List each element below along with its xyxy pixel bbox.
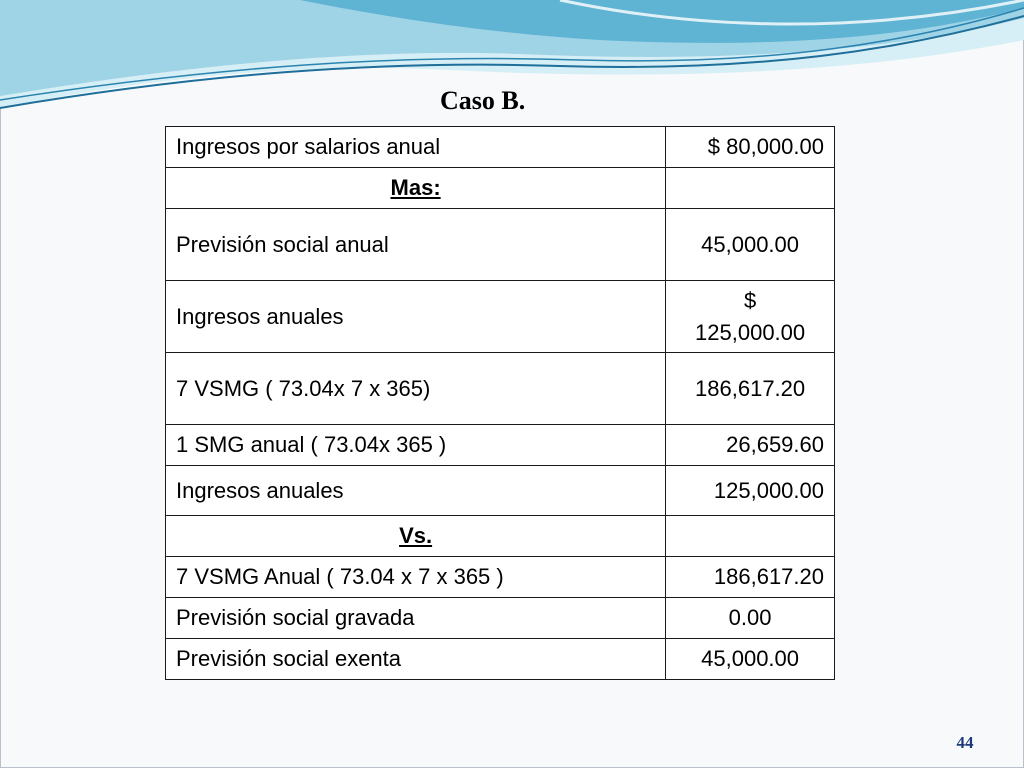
table-row bbox=[166, 353, 835, 425]
table-row bbox=[166, 639, 835, 680]
row-value: 186,617.20 bbox=[666, 353, 835, 425]
row-value bbox=[666, 168, 835, 209]
table-row bbox=[166, 598, 835, 639]
row-label: Previsión social anual bbox=[166, 209, 666, 281]
row-value-amount: 125,000.00 bbox=[695, 319, 806, 345]
row-label: 7 VSMG Anual ( 73.04 x 7 x 365 ) bbox=[166, 557, 666, 598]
table-row bbox=[166, 425, 835, 466]
section-heading-vs bbox=[166, 516, 666, 557]
table-row bbox=[166, 281, 835, 353]
table-row bbox=[166, 516, 835, 557]
row-value: 26,659.60 bbox=[666, 425, 835, 466]
row-label: 1 SMG anual ( 73.04x 365 ) bbox=[166, 425, 666, 466]
slide-title: Caso B. bbox=[440, 86, 526, 115]
row-value: 125,000.00 bbox=[666, 466, 835, 516]
row-value: 0.00 bbox=[666, 598, 835, 639]
row-label: Previsión social gravada bbox=[166, 598, 666, 639]
table-row bbox=[166, 466, 835, 516]
tax-calculation-table bbox=[165, 126, 835, 680]
row-value bbox=[666, 281, 835, 353]
row-value bbox=[666, 516, 835, 557]
page-number: 44 bbox=[956, 733, 974, 752]
row-label: Ingresos por salarios anual bbox=[166, 127, 666, 168]
row-value-currency: $ bbox=[743, 287, 757, 313]
row-value: 186,617.20 bbox=[666, 557, 835, 598]
section-heading-text: Vs. bbox=[399, 523, 433, 548]
table-row bbox=[166, 168, 835, 209]
table-row bbox=[166, 127, 835, 168]
table-row bbox=[166, 557, 835, 598]
row-label: Previsión social exenta bbox=[166, 639, 666, 680]
row-value: 45,000.00 bbox=[666, 209, 835, 281]
section-heading-mas bbox=[166, 168, 666, 209]
row-label: 7 VSMG ( 73.04x 7 x 365) bbox=[166, 353, 666, 425]
section-heading-text: Mas: bbox=[390, 175, 441, 200]
row-value: $ 80,000.00 bbox=[666, 127, 835, 168]
row-label: Ingresos anuales bbox=[166, 281, 666, 353]
row-value: 45,000.00 bbox=[666, 639, 835, 680]
row-label: Ingresos anuales bbox=[166, 466, 666, 516]
table-row bbox=[166, 209, 835, 281]
